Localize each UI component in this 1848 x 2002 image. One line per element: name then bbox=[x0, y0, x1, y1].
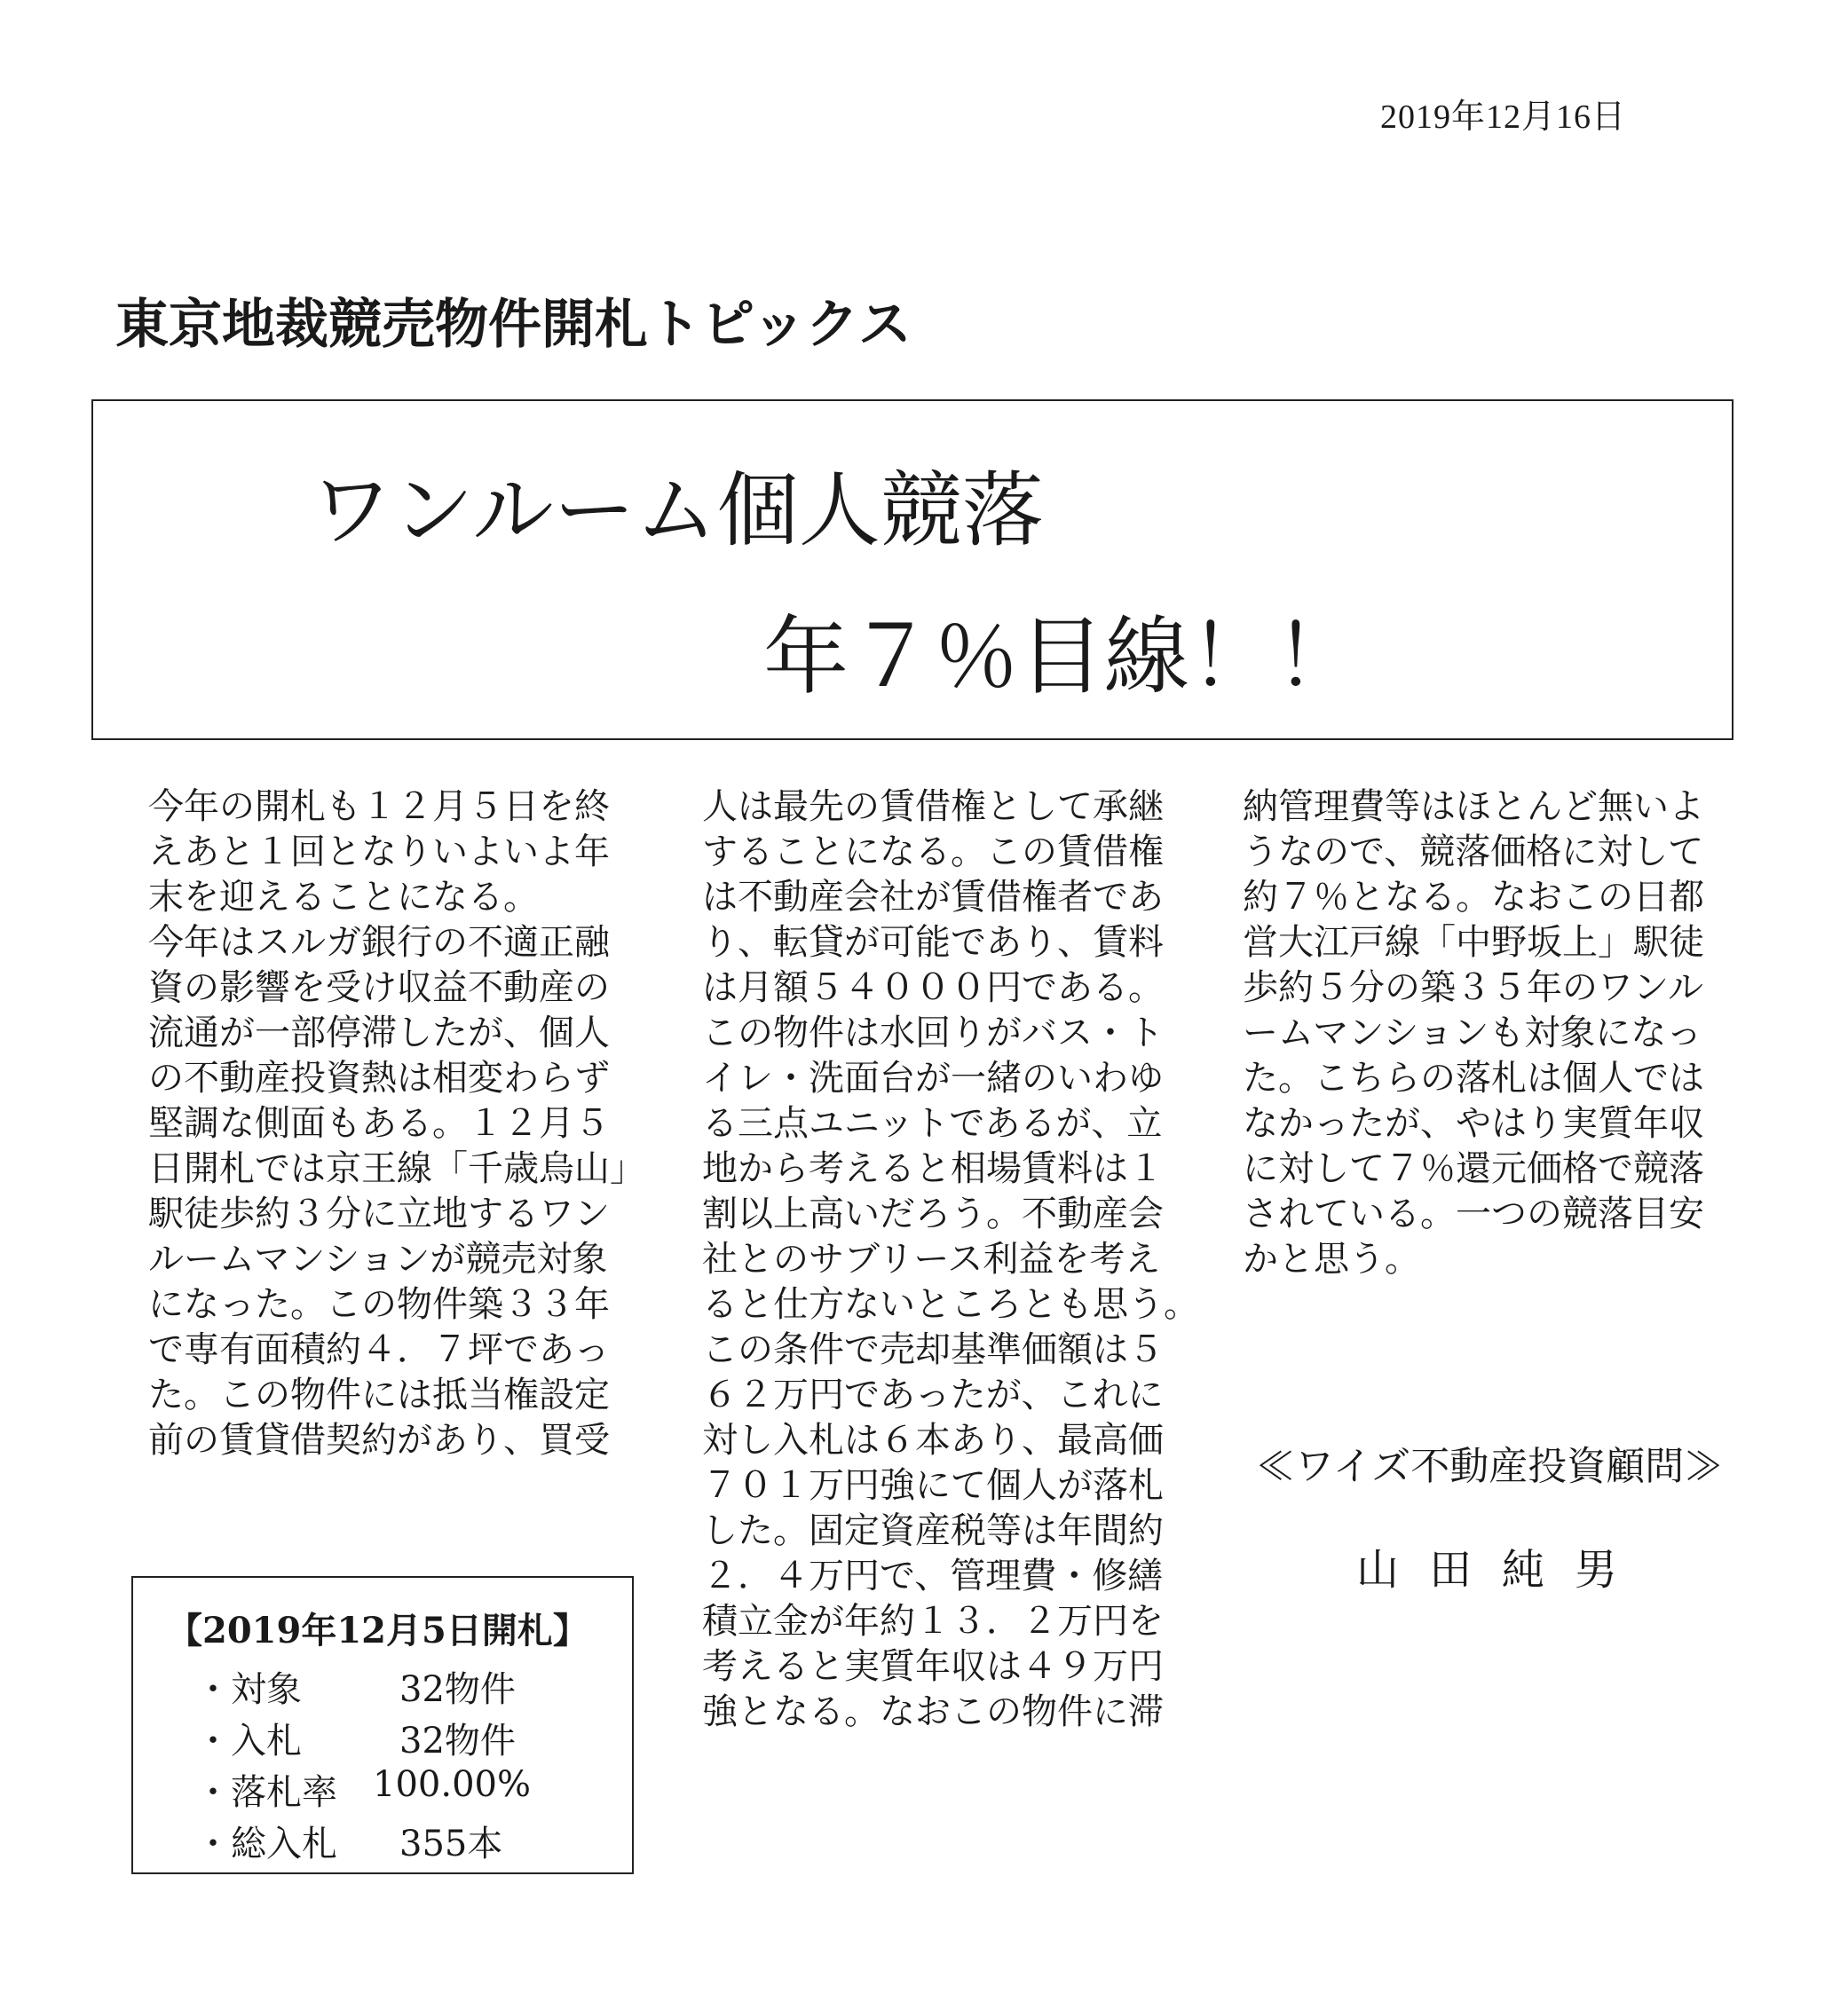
article-line: した。固定資産税等は年間約 bbox=[702, 1510, 1164, 1551]
article-line: 末を迎えることになる。 bbox=[148, 877, 539, 918]
article-line: は月額５４０００円である。 bbox=[702, 967, 1164, 1008]
article-line: は不動産会社が賃借権者であ bbox=[702, 877, 1164, 918]
article-line: 積立金が年約１３．２万円を bbox=[702, 1601, 1164, 1642]
headline-box bbox=[91, 399, 1733, 740]
article-line: 納管理費等はほとんど無いよ bbox=[1243, 786, 1704, 827]
article-line: 社とのサブリース利益を考え bbox=[702, 1239, 1161, 1280]
article-line: ルームマンションが競売対象 bbox=[148, 1239, 608, 1280]
article-line: この物件は水回りがバス・ト bbox=[702, 1013, 1164, 1053]
article-line: 約７％となる。なおこの日都 bbox=[1243, 877, 1704, 918]
auction-stats-box bbox=[131, 1576, 634, 1874]
stats-value: 355本 bbox=[399, 1824, 503, 1864]
article-line: 流通が一部停滞したが、個人 bbox=[148, 1013, 610, 1053]
headline-line-1: ワンルーム個人競落 bbox=[311, 463, 1044, 558]
article-line: 営大江戸線「中野坂上」駅徒 bbox=[1243, 922, 1704, 963]
article-line: 人は最先の賃借権として承継 bbox=[702, 786, 1164, 827]
article-line: 資の影響を受け収益不動産の bbox=[148, 967, 610, 1008]
article-line: することになる。この賃借権 bbox=[702, 832, 1164, 872]
article-line: 対し入札は６本あり、最高価 bbox=[702, 1420, 1164, 1461]
stats-title: 【2019年12月5日開札】 bbox=[167, 1610, 588, 1651]
article-line: 考えると実質年収は４９万円 bbox=[702, 1646, 1164, 1687]
stats-label: ・落札率 bbox=[195, 1772, 337, 1813]
publication-date: 2019年12月16日 bbox=[1380, 99, 1627, 136]
article-column-3 bbox=[1243, 784, 1704, 1282]
article-line: た。この物件には抵当権設定 bbox=[148, 1375, 610, 1415]
stats-label: ・総入札 bbox=[195, 1824, 337, 1864]
article-line: 今年の開札も１２月５日を終 bbox=[148, 786, 610, 827]
article-line: 強となる。なおこの物件に滞 bbox=[702, 1691, 1164, 1732]
article-line: た。こちらの落札は個人では bbox=[1243, 1058, 1704, 1099]
article-column-1 bbox=[148, 784, 645, 1463]
article-line: 歩約５分の築３５年のワンル bbox=[1243, 967, 1703, 1008]
article-line: 割以上高いだろう。不動産会 bbox=[702, 1194, 1164, 1234]
article-column-2 bbox=[702, 784, 1199, 1735]
stats-value: 32物件 bbox=[399, 1669, 516, 1710]
article-line: ると仕方ないところとも思う。 bbox=[702, 1284, 1199, 1325]
stats-value: 100.00% bbox=[373, 1764, 531, 1805]
article-line: に対して７％還元価格で競落 bbox=[1243, 1148, 1704, 1189]
article-line: えあと１回となりいよいよ年 bbox=[148, 832, 610, 872]
stats-label: ・対象 bbox=[195, 1669, 302, 1710]
article-line: うなので、競落価格に対して bbox=[1243, 832, 1704, 872]
article-line: ームマンションも対象になっ bbox=[1243, 1013, 1702, 1053]
article-line: で専有面積約４．７坪であっ bbox=[148, 1329, 610, 1370]
article-line: 前の賃貸借契約があり、買受 bbox=[148, 1420, 610, 1461]
article-line: 日開札では京王線「千歳烏山」 bbox=[148, 1148, 645, 1189]
article-line: ２．４万円で、管理費・修繕 bbox=[702, 1556, 1164, 1596]
article-line: イレ・洗面台が一緒のいわゆ bbox=[702, 1058, 1164, 1099]
stats-value: 32物件 bbox=[399, 1721, 516, 1762]
article-line: る三点ユニットであるが、立 bbox=[702, 1103, 1163, 1144]
article-line: 堅調な側面もある。１２月５ bbox=[148, 1103, 610, 1144]
stats-label: ・入札 bbox=[195, 1721, 302, 1762]
company-name: ≪ワイズ不動産投資顧問≫ bbox=[1256, 1444, 1724, 1489]
article-line: 駅徒歩約３分に立地するワン bbox=[148, 1194, 610, 1234]
article-line: ６２万円であったが、これに bbox=[702, 1375, 1164, 1415]
article-line: になった。この物件築３３年 bbox=[148, 1284, 610, 1325]
article-line: の不動産投資熱は相変わらず bbox=[148, 1058, 610, 1099]
article-line: 地から考えると相場賃料は１ bbox=[702, 1148, 1164, 1189]
article-line: されている。一つの競落目安 bbox=[1243, 1194, 1704, 1234]
author-name: 山田純男 bbox=[1356, 1545, 1648, 1595]
article-line: この条件で売却基準価額は５ bbox=[702, 1329, 1164, 1370]
article-line: り、転貸が可能であり、賃料 bbox=[702, 922, 1164, 963]
article-line: 今年はスルガ銀行の不適正融 bbox=[148, 922, 610, 963]
article-line: かと思う。 bbox=[1243, 1239, 1420, 1280]
topic-heading: 東京地裁競売物件開札トピックス bbox=[115, 294, 912, 356]
article-line: なかったが、やはり実質年収 bbox=[1243, 1103, 1704, 1144]
headline-line-2: 年７％目線！！ bbox=[763, 607, 1360, 706]
article-line: ７０１万円強にて個人が落札 bbox=[702, 1465, 1164, 1506]
